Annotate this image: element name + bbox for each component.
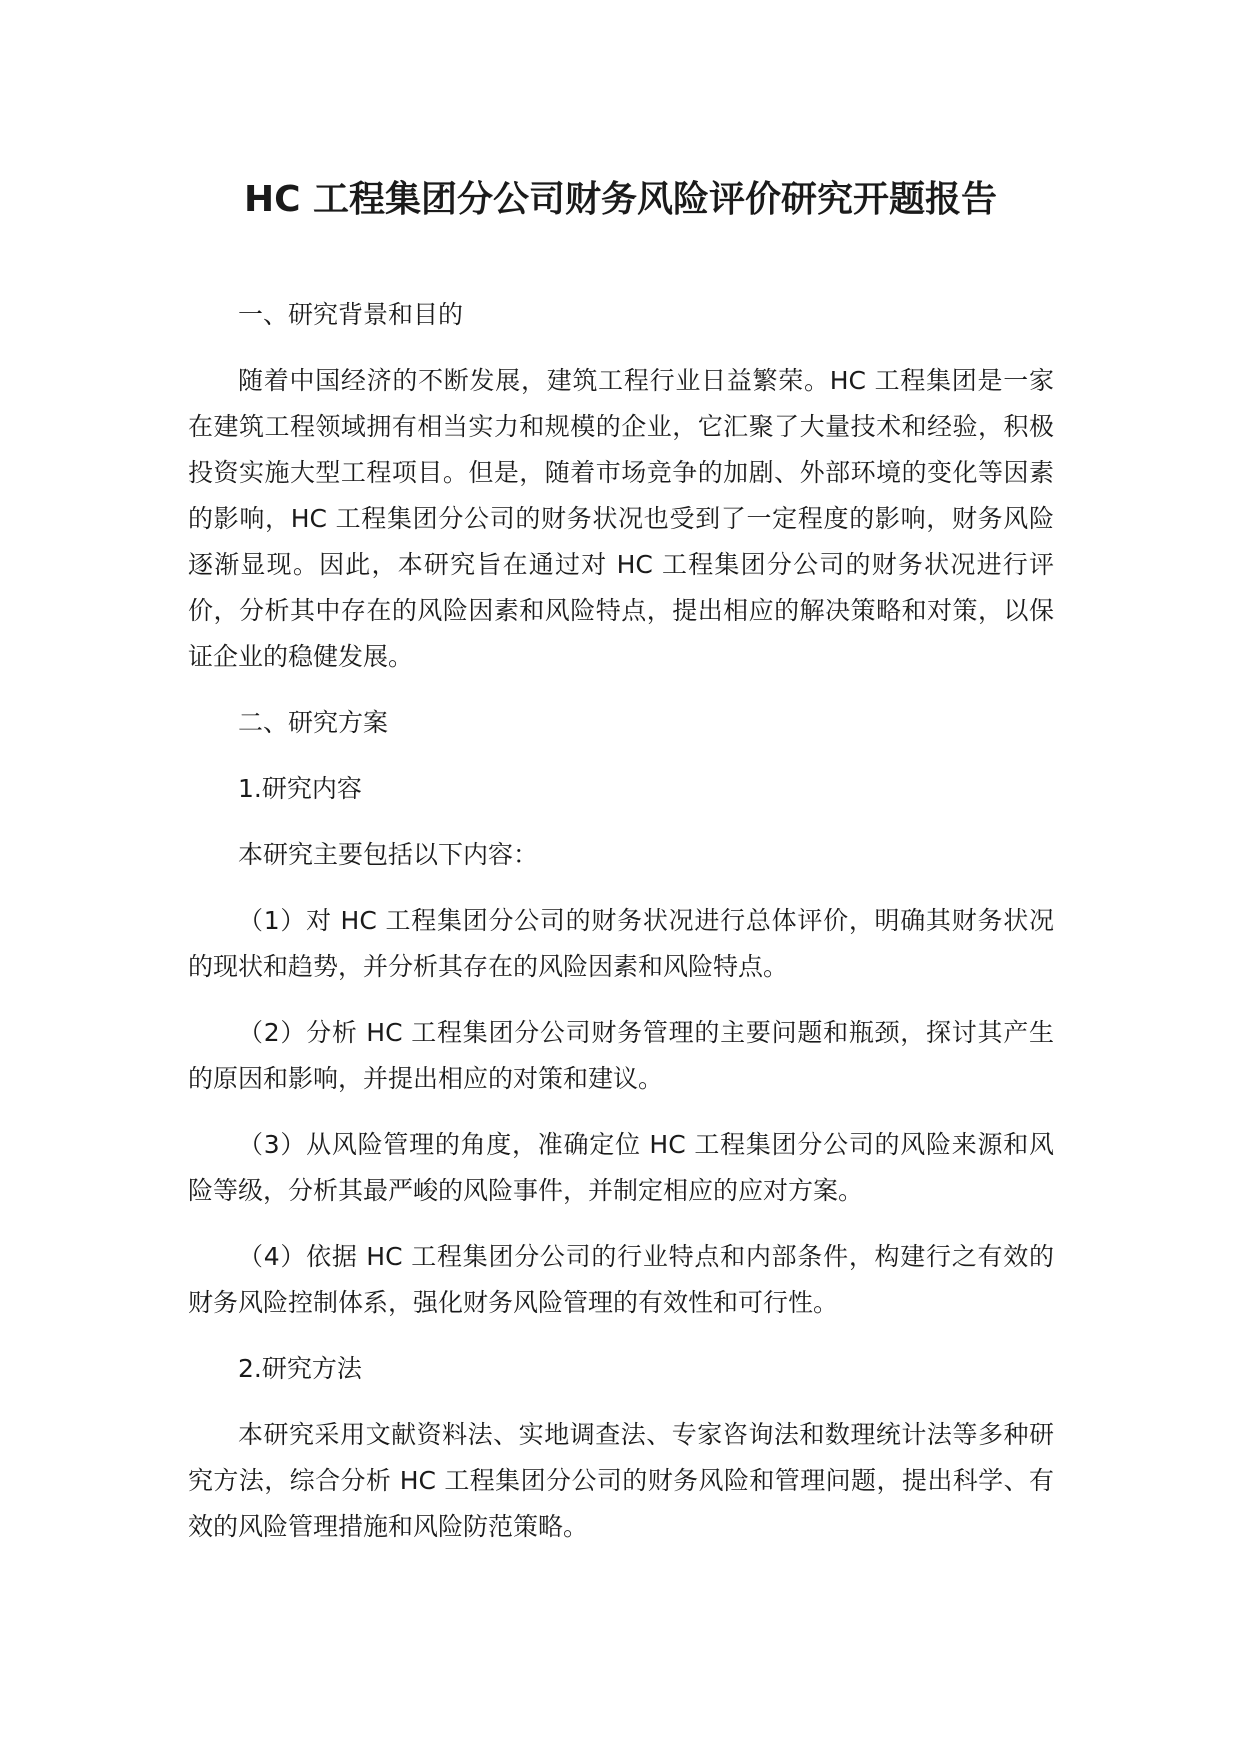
paragraph-background: 随着中国经济的不断发展，建筑工程行业日益繁荣。HC 工程集团是一家在建筑工程领域拥有相当实力和规模的企业，它汇聚了大量技术和经验，积极投资实施大型工程项目。但是，随着市场竞争的加剧、外部环境的变化等因素的影响，HC 工程集团分公司的财务状况也受到了一定程度的影响，财务风险逐渐显现。因此，本研究旨在通过对 HC 工程集团分公司的财务状况进行评价，分析其中存在的风险因素和风险特点，提出相应的解决策略和对策，以保证企业的稳健发展。 [188,366,1054,671]
list-item-1: （1）对 HC 工程集团分公司的财务状况进行总体评价，明确其财务状况的现状和趋势，并分析其存在的风险因素和风险特点。 [188,906,1054,981]
list-item-4: （4）依据 HC 工程集团分公司的行业特点和内部条件，构建行之有效的财务风险控制体系，强化财务风险管理的有效性和可行性。 [188,1242,1054,1317]
section-heading-plan: 二、研究方案 [238,708,389,737]
list-item-3: （3）从风险管理的角度，准确定位 HC 工程集团分公司的风险来源和风险等级，分析其最严峻的风险事件，并制定相应的应对方案。 [188,1130,1054,1205]
list-item-2: （2）分析 HC 工程集团分公司财务管理的主要问题和瓶颈，探讨其产生的原因和影响，并提出相应的对策和建议。 [188,1018,1054,1093]
document-title: HC 工程集团分公司财务风险评价研究开题报告 [243,179,998,220]
subheading-content: 1.研究内容 [238,774,362,803]
document-body [188,292,1054,1570]
paragraph-method: 本研究采用文献资料法、实地调查法、专家咨询法和数理统计法等多种研究方法，综合分析 HC 工程集团分公司的财务风险和管理问题，提出科学、有效的风险管理措施和风险防范策略。 [188,1420,1054,1541]
subheading-method: 2.研究方法 [238,1354,362,1383]
section-heading-background: 一、研究背景和目的 [238,300,464,329]
paragraph-content-intro: 本研究主要包括以下内容： [238,840,539,869]
